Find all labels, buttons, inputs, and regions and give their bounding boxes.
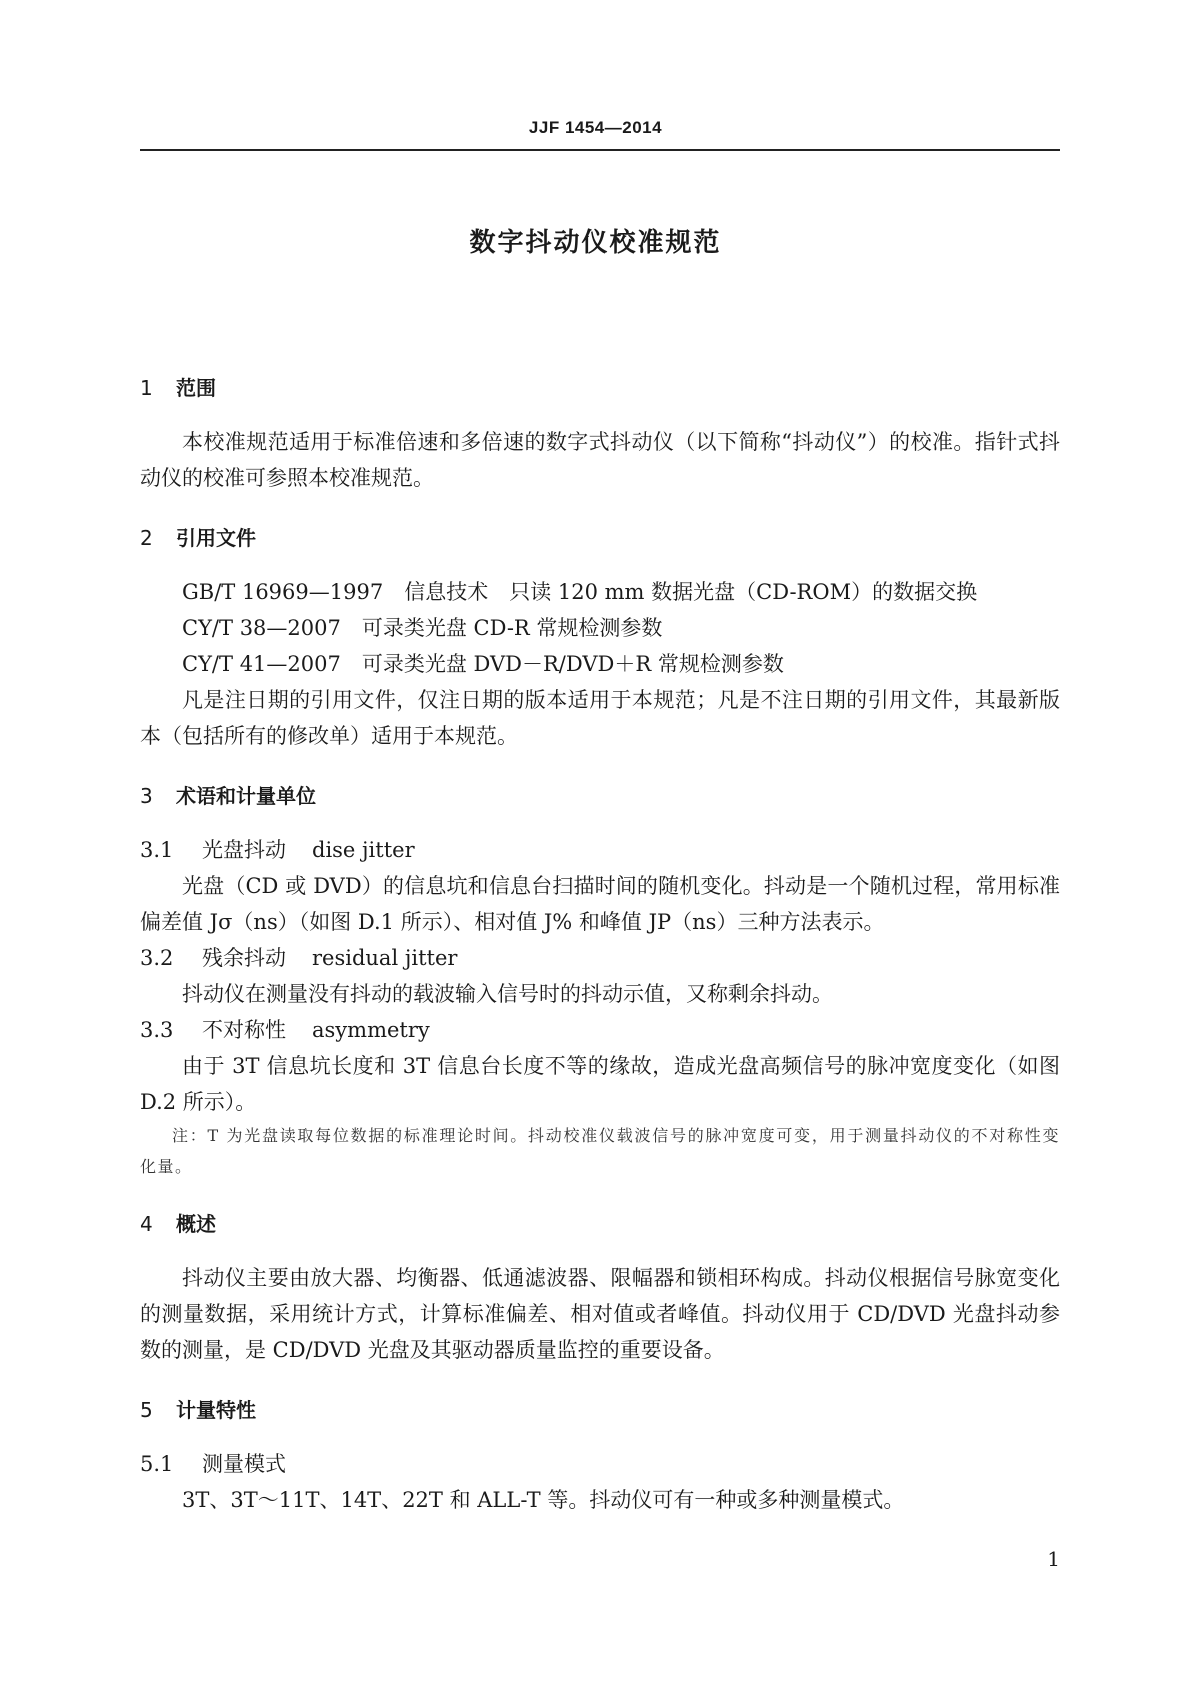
- header-rule: [140, 149, 1060, 151]
- term-chinese: 残余抖动: [202, 946, 286, 970]
- term-3-3-note: 注：T 为光盘读取每位数据的标准理论时间。抖动校准仪载波信号的脉冲宽度可变，用于测量抖动仪的不对称性变化量。: [140, 1126, 1060, 1176]
- section-2-heading: [140, 520, 1060, 556]
- term-chinese: 不对称性: [202, 1018, 286, 1042]
- section-title: 计量特性: [176, 1398, 256, 1422]
- section-number: 5: [140, 1398, 153, 1422]
- section-title: 范围: [176, 376, 216, 400]
- section-title: 引用文件: [176, 526, 256, 550]
- item-title: 测量模式: [202, 1452, 286, 1476]
- section-number: 2: [140, 526, 153, 550]
- page-number: 1: [1047, 1547, 1060, 1571]
- document-code-header: JJF 1454—2014: [528, 118, 663, 137]
- item-5-1-heading: [140, 1446, 1060, 1482]
- term-english: asymmetry: [312, 1018, 430, 1042]
- section-1-heading: [140, 370, 1060, 406]
- section-3-heading: [140, 778, 1060, 814]
- term-3-3-definition: 由于 3T 信息坑长度和 3T 信息台长度不等的缘故，造成光盘高频信号的脉冲宽度变化（如图 D.2 所示）。: [140, 1054, 1060, 1114]
- measurement-modes-paragraph: 3T、3T～11T、14T、22T 和 ALL-T 等。抖动仪可有一种或多种测量模式。: [182, 1488, 905, 1512]
- document-title: 数字抖动仪校准规范: [469, 228, 722, 258]
- overview-paragraph: 抖动仪主要由放大器、均衡器、低通滤波器、限幅器和锁相环构成。抖动仪根据信号脉宽变化的测量数据，采用统计方式，计算标准偏差、相对值或者峰值。抖动仪用于 CD/DVD 光盘抖动参数的测量，是 CD/DVD 光盘及其驱动器质量监控的重要设备。: [140, 1266, 1060, 1362]
- term-3-1-heading: [140, 832, 1060, 868]
- term-3-2-heading: [140, 940, 1060, 976]
- term-3-2-definition: 抖动仪在测量没有抖动的载波输入信号时的抖动示值，又称剩余抖动。: [182, 982, 833, 1006]
- section-number: 3: [140, 784, 153, 808]
- term-english: dise jitter: [312, 838, 415, 862]
- document-body: [140, 370, 1060, 1518]
- term-number: 3.2: [140, 946, 174, 970]
- scope-paragraph: 本校准规范适用于标准倍速和多倍速的数字式抖动仪（以下简称“抖动仪”）的校准。指针式抖动仪的校准可参照本校准规范。: [140, 430, 1060, 490]
- term-number: 3.1: [140, 838, 174, 862]
- section-5-heading: [140, 1392, 1060, 1428]
- term-chinese: 光盘抖动: [202, 838, 286, 862]
- term-3-1-definition: 光盘（CD 或 DVD）的信息坑和信息台扫描时间的随机变化。抖动是一个随机过程，常用标准偏差值 Jσ（ns）（如图 D.1 所示）、相对值 J% 和峰值 JP（ns）三种方法表示。: [140, 874, 1060, 934]
- term-3-3-heading: [140, 1012, 1060, 1048]
- section-number: 4: [140, 1212, 153, 1236]
- section-4-heading: [140, 1206, 1060, 1242]
- item-number: 5.1: [140, 1452, 174, 1476]
- term-number: 3.3: [140, 1018, 174, 1042]
- reference-note-paragraph: 凡是注日期的引用文件，仅注日期的版本适用于本规范；凡是不注日期的引用文件，其最新版本（包括所有的修改单）适用于本规范。: [140, 688, 1060, 748]
- section-title: 概述: [176, 1212, 216, 1236]
- section-number: 1: [140, 376, 153, 400]
- term-english: residual jitter: [312, 946, 458, 970]
- section-title: 术语和计量单位: [176, 784, 316, 808]
- reference-item: GB/T 16969—1997 信息技术 只读 120 mm 数据光盘（CD-ROM）的数据交换: [182, 580, 978, 604]
- reference-item: CY/T 41—2007 可录类光盘 DVD－R/DVD＋R 常规检测参数: [182, 652, 784, 676]
- reference-item: CY/T 38—2007 可录类光盘 CD-R 常规检测参数: [182, 616, 663, 640]
